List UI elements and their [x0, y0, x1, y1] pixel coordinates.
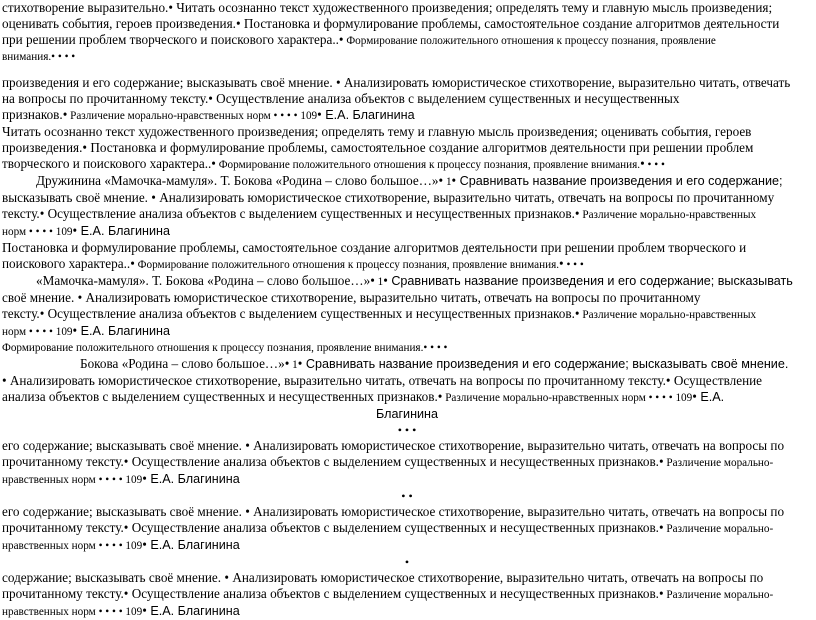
text-line [2, 273, 812, 290]
text-line [2, 190, 812, 206]
text-line [2, 504, 812, 520]
text-line [2, 520, 812, 537]
text-line [2, 206, 812, 223]
text-line [2, 173, 812, 190]
bullet: • [658, 520, 664, 535]
bullet: • [640, 156, 645, 171]
text-run: 1 [443, 176, 452, 188]
bullet: • [658, 454, 664, 469]
text-run: Читать осознанно текст художественного произведения; определять тему и главную мысль произведения; [172, 0, 773, 15]
text-run: Различение морально-нравственных [579, 309, 757, 321]
text-run: анализа объектов с выделением существенных и несущественных признаков. [2, 389, 438, 404]
bullet: • [245, 438, 250, 453]
text-line [2, 140, 812, 156]
text-run: своё мнение. [2, 290, 78, 305]
text-run: Осуществление [670, 373, 763, 388]
text-line [2, 240, 812, 256]
text-line [2, 323, 812, 340]
text-line [2, 75, 812, 91]
text-run: его содержание; высказывать своё мнение. [2, 438, 246, 453]
text-line [2, 570, 812, 586]
text-run: Формирование положительного отношения к процессу познания, проявление внимания. [215, 159, 641, 171]
text-line [2, 107, 812, 124]
bullet: • [438, 173, 444, 188]
bullet: • [665, 373, 671, 388]
text-line [2, 124, 812, 140]
text-run: Осуществление анализа объектов с выделением существенных и несущественных [212, 91, 680, 106]
text-run: норм [2, 326, 27, 338]
text-run: • • • • 109 [270, 110, 318, 122]
text-run: прочитанному тексту. [2, 520, 124, 535]
text-run: Анализировать юмористическое стихотворение, выразительно читать, отвечать на вопросы по [249, 438, 785, 453]
spacer [2, 65, 812, 75]
bullet-dots: • • • [563, 259, 584, 271]
text-line [2, 373, 812, 389]
text-line [2, 32, 812, 49]
bullet: • [77, 290, 83, 305]
bullet: • [574, 206, 580, 221]
bullet: • [123, 586, 129, 601]
bullet: • [208, 91, 213, 106]
text-run: нравственных норм [2, 606, 96, 618]
bullet: • [123, 520, 129, 535]
text-run: Анализировать юмористическое стихотворение, выразительно читать, отвечать на вопросы по [229, 570, 764, 585]
bullet: • [39, 306, 45, 321]
bullet: • [451, 173, 457, 188]
text-run: Различение морально-нравственных [579, 209, 757, 221]
text-run: при решении проблем творческого и поискового характера.. [2, 32, 339, 47]
bullet: • [335, 75, 341, 90]
text-run: Анализировать юмористическое стихотворение, выразительно читать, отвечать на вопросы по прочитанному [82, 290, 701, 305]
bullet: • [130, 256, 135, 271]
text-run: признаков. [2, 107, 63, 122]
text-line [2, 290, 812, 306]
author-name: Е.А. [696, 390, 725, 404]
text-run: Осуществление анализа объектов с выделением существенных и несущественных признаков. [128, 520, 659, 535]
text-run: высказывать своё мнение. [2, 190, 152, 205]
text-run: Осуществление анализа объектов с выделением существенных и несущественных признаков. [44, 306, 575, 321]
text-run: содержание; высказывать своё мнение. [2, 570, 225, 585]
text-run: Формирование положительного отношения к процессу познания, проявление [343, 35, 716, 47]
text-run: произведения. [2, 140, 83, 155]
text-run: • • • • 109 [95, 474, 143, 486]
text-run: стихотворение выразительно. [2, 0, 169, 15]
bullet-dots: • [404, 555, 410, 569]
text-line [2, 91, 812, 107]
author-name: Е.А. Благинина [146, 604, 240, 618]
text-run: на вопросы по прочитанному тексту. [2, 91, 209, 106]
text-run: • Анализировать юмористическое стихотворение, выразительно читать, отвечать на вопросы по прочитанному тексту. [2, 373, 666, 388]
text-run: Осуществление анализа объектов с выделением существенных и несущественных признаков. [128, 586, 659, 601]
bullet: • [692, 389, 697, 404]
bullet-dots: • • • [427, 342, 448, 354]
text-run: Различение морально- [663, 523, 774, 535]
text-run: Формирование положительного отношения к процессу познания, проявление внимания. [134, 259, 560, 271]
author-name: Е.А. Благинина [77, 324, 171, 338]
bullet-dots: • • • [397, 423, 417, 437]
text-run: творческого и поискового характера.. [2, 156, 212, 171]
text-line [2, 537, 812, 554]
bullet: • [297, 356, 303, 371]
text-run: произведения и его содержание; высказывать своё мнение. [2, 75, 336, 90]
bullet: • [423, 342, 428, 354]
text-run: Читать осознанно текст художественного произведения; определять тему и главную мысль произведения; оценивать события, героев [2, 124, 752, 139]
text-run: Различение морально-нравственных норм [442, 392, 646, 404]
text-line [2, 471, 812, 488]
text-run: поискового характера.. [2, 256, 131, 271]
bullet-dots: • • • [55, 51, 76, 63]
text-run: • • • • 109 [95, 606, 143, 618]
bullet: • [658, 586, 664, 601]
text-run: Формирование положительного отношения к процессу познания, проявление внимания. [2, 342, 424, 354]
author-name: Е.А. Благинина [146, 538, 240, 552]
text-run: Сравнивать название произведения и его содержание; высказывать [387, 274, 793, 288]
text-run: Осуществление анализа объектов с выделением существенных и несущественных признаков. [44, 206, 575, 221]
bullet: • [51, 51, 56, 63]
text-run: «Мамочка-мамуля». Т. Бокова «Родина – слово большое…» [36, 273, 371, 288]
bullet: • [317, 107, 322, 122]
text-run: Постановка и формулирование проблемы, самостоятельное создание алгоритмов деятельности [240, 16, 780, 31]
text-run: 1 [289, 359, 298, 371]
text-run: • • • • 109 [26, 326, 73, 338]
text-line [2, 603, 812, 620]
bullet: • [39, 206, 45, 221]
text-run: тексту. [2, 306, 40, 321]
bullet: • [211, 156, 216, 171]
text-run: прочитанному тексту. [2, 454, 124, 469]
text-run: Дружинина «Мамочка-мамуля». Т. Бокова «Родина – слово большое…» [36, 173, 439, 188]
text-run: нравственных норм [2, 540, 96, 552]
bullet: • [62, 107, 68, 122]
text-run: Различение морально-нравственных норм [67, 110, 271, 122]
bullet-dots: • • [401, 489, 413, 503]
text-run: оценивать события, героев произведения. [2, 16, 236, 31]
text-run: Анализировать юмористическое стихотворение, выразительно читать, отвечать на вопросы по прочитанному [155, 190, 775, 205]
author-name: Е.А. Благинина [77, 224, 171, 238]
bullet: • [338, 32, 344, 47]
text-line [2, 454, 812, 471]
text-line [2, 306, 812, 323]
text-line [2, 389, 812, 406]
text-line [2, 586, 812, 603]
text-line [2, 356, 812, 373]
bullet: • [82, 140, 88, 155]
text-line [2, 256, 812, 273]
bullet: • [142, 537, 147, 552]
bullet-dots: • • • [644, 159, 665, 171]
bullet: • [168, 0, 173, 15]
bullet: • [123, 454, 129, 469]
text-run: норм [2, 226, 27, 238]
text-line [2, 156, 812, 173]
author-name: Благинина [375, 407, 439, 421]
text-run: Различение морально- [663, 457, 774, 469]
text-run: Постановка и формулирование проблемы, самостоятельное создание алгоритмов деятельности при решении проблем [87, 140, 754, 155]
text-run: прочитанному тексту. [2, 586, 124, 601]
bullet: • [72, 323, 78, 338]
text-run: Сравнивать название произведения и его содержание; высказывать своё мнение. [302, 357, 789, 371]
text-run: Осуществление анализа объектов с выделением существенных и несущественных признаков. [128, 454, 659, 469]
author-name: Е.А. Благинина [321, 108, 415, 122]
bullet: • [224, 570, 230, 585]
bullet: • [370, 273, 375, 288]
text-run: Сравнивать название произведения и его содержание; [456, 174, 783, 188]
bullet: • [284, 356, 290, 371]
text-run: 1 [374, 276, 384, 288]
text-run: Анализировать юмористическое стихотворение, выразительно читать, отвечать [340, 75, 791, 90]
bullet: • [437, 389, 443, 404]
text-line [2, 406, 812, 422]
text-line [2, 16, 812, 32]
text-run: Бокова «Родина – слово большое…» [80, 356, 285, 371]
bullet: • [151, 190, 156, 205]
text-run: • • • • 109 [95, 540, 143, 552]
author-name: Е.А. Благинина [146, 472, 240, 486]
text-run: • • • • 109 [26, 226, 73, 238]
bullet: • [235, 16, 241, 31]
text-line [2, 340, 812, 356]
bullet: • [72, 223, 78, 238]
text-run: Различение морально- [663, 589, 774, 601]
bullet: • [559, 256, 564, 271]
bullet: • [574, 306, 580, 321]
text-run: Постановка и формулирование проблемы, самостоятельное создание алгоритмов деятельности при решении проблем творческого и [2, 240, 747, 255]
text-run: его содержание; высказывать своё мнение. [2, 504, 246, 519]
text-run: Анализировать юмористическое стихотворение, выразительно читать, отвечать на вопросы по [249, 504, 785, 519]
text-line [2, 0, 812, 16]
text-line [2, 223, 812, 240]
text-run: внимания. [2, 51, 52, 63]
bullet: • [383, 273, 388, 288]
text-run: • • • • 109 [645, 392, 693, 404]
text-line [2, 49, 812, 65]
text-run: нравственных норм [2, 474, 96, 486]
bullet: • [245, 504, 250, 519]
text-line [2, 438, 812, 454]
bullet: • [142, 471, 147, 486]
text-run: тексту. [2, 206, 40, 221]
bullet: • [142, 603, 147, 618]
